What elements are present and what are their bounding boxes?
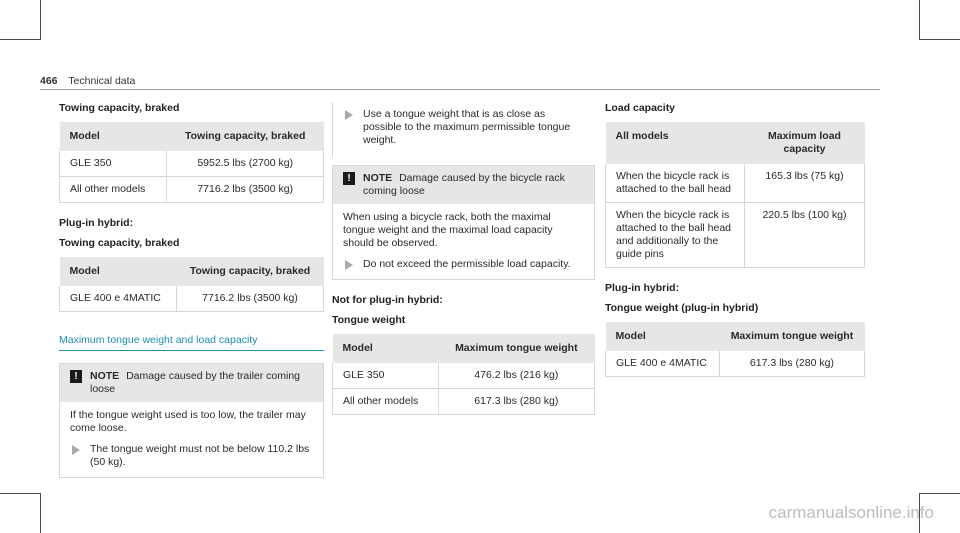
table-header-cell: Towing capacity, braked [167, 122, 324, 151]
table-header-row [333, 334, 595, 363]
note-title: Damage caused by the bicycle rack coming loose [363, 172, 565, 197]
note-header [60, 364, 323, 402]
table-header-cell: Model [333, 334, 439, 363]
crop-mark [0, 39, 41, 40]
table-cell: When the bicycle rack is attached to the ball head and additionally to the guide pins [606, 203, 745, 268]
table-cell: GLE 400 e 4MATIC [60, 286, 177, 312]
header-rule [40, 89, 880, 90]
table-header-cell: Model [60, 122, 167, 151]
table-row [60, 151, 324, 177]
table-header-cell: Maximum load capacity [745, 122, 865, 164]
tongue-weight-heading: Tongue weight [332, 314, 406, 326]
table-cell: GLE 400 e 4MATIC [606, 351, 720, 377]
table-cell: All other models [333, 389, 439, 415]
crop-mark [919, 0, 920, 40]
table-row [60, 177, 324, 203]
note-label: NOTE [90, 370, 120, 382]
table-header-cell: Model [606, 322, 720, 351]
watermark: carmanualsonline.info [768, 503, 934, 522]
note-header [333, 166, 594, 204]
note-title: Damage caused by the trailer coming loose [90, 370, 301, 395]
towing-capacity-heading: Towing capacity, braked [59, 102, 180, 114]
table-header-row [606, 122, 865, 164]
crop-mark [919, 39, 960, 40]
note-text: When using a bicycle rack, both the maximal tongue weight and the maximal load capacity should be observed. [343, 211, 553, 249]
arrow-right-icon [345, 260, 353, 270]
table-row [606, 164, 865, 203]
table-row [333, 363, 595, 389]
table-header-row [606, 322, 865, 351]
section-name: Technical data [68, 75, 136, 87]
table-cell: 220.5 lbs (100 kg) [745, 203, 865, 268]
column-2 [332, 102, 595, 423]
table-row [606, 351, 865, 377]
table-cell: 476.2 lbs (216 kg) [438, 363, 594, 389]
not-plugin-hybrid-heading: Not for plug-in hybrid: [332, 294, 443, 306]
note-body [333, 204, 594, 279]
table-header-cell: Towing capacity, braked [177, 257, 324, 286]
crop-mark [919, 493, 960, 494]
table-cell: GLE 350 [333, 363, 439, 389]
section-title: Maximum tongue weight and load capacity [59, 334, 324, 351]
towing-capacity-hybrid-heading: Towing capacity, braked [59, 237, 180, 249]
note-box [332, 165, 595, 280]
plugin-hybrid-heading: Plug-in hybrid: [605, 282, 680, 294]
table-header-row [60, 257, 324, 286]
table-header-cell: Maximum tongue weight [438, 334, 594, 363]
table-cell: 7716.2 lbs (3500 kg) [177, 286, 324, 312]
tongue-weight-hybrid-table [605, 322, 865, 377]
table-header-row [60, 122, 324, 151]
arrow-right-icon [72, 445, 80, 455]
page-header [40, 75, 135, 87]
warning-icon: ! [343, 172, 355, 185]
column-1 [59, 102, 324, 486]
table-cell: 617.3 lbs (280 kg) [438, 389, 594, 415]
bullet-text: Do not exceed the permissible load capacity. [363, 258, 571, 270]
crop-mark [40, 493, 41, 533]
arrow-right-icon [345, 110, 353, 120]
table-header-cell: All models [606, 122, 745, 164]
table-row [60, 286, 324, 312]
bullet-text: The tongue weight must not be below 110.2 lbs (50 kg). [90, 443, 310, 468]
load-capacity-table [605, 122, 865, 268]
note-label: NOTE [363, 172, 393, 184]
note-body [60, 402, 323, 477]
load-capacity-heading: Load capacity [605, 102, 676, 114]
towing-capacity-table [59, 122, 324, 203]
table-row [333, 389, 595, 415]
note-box [59, 363, 324, 478]
instruction-bullet [343, 258, 584, 271]
tongue-weight-hybrid-heading: Tongue weight (plug-in hybrid) [605, 302, 759, 314]
table-cell: 5952.5 lbs (2700 kg) [167, 151, 324, 177]
instruction-step [332, 102, 595, 157]
table-cell: 617.3 lbs (280 kg) [719, 351, 864, 377]
column-3 [605, 102, 865, 385]
tongue-weight-table [332, 334, 595, 415]
instruction-bullet [70, 443, 313, 469]
table-cell: All other models [60, 177, 167, 203]
plugin-hybrid-heading: Plug-in hybrid: [59, 217, 134, 229]
table-cell: 7716.2 lbs (3500 kg) [167, 177, 324, 203]
table-cell: 165.3 lbs (75 kg) [745, 164, 865, 203]
instruction-bullet [343, 108, 585, 147]
table-header-cell: Maximum tongue weight [719, 322, 864, 351]
table-row [606, 203, 865, 268]
crop-mark [0, 493, 41, 494]
crop-mark [40, 0, 41, 40]
towing-capacity-hybrid-table [59, 257, 324, 312]
page-number: 466 [40, 75, 58, 87]
warning-icon: ! [70, 370, 82, 383]
note-text: If the tongue weight used is too low, the trailer may come loose. [70, 409, 306, 434]
bullet-text: Use a tongue weight that is as close as possible to the maximum permissible tongue weight. [363, 108, 571, 146]
table-cell: GLE 350 [60, 151, 167, 177]
table-cell: When the bicycle rack is attached to the ball head [606, 164, 745, 203]
table-header-cell: Model [60, 257, 177, 286]
